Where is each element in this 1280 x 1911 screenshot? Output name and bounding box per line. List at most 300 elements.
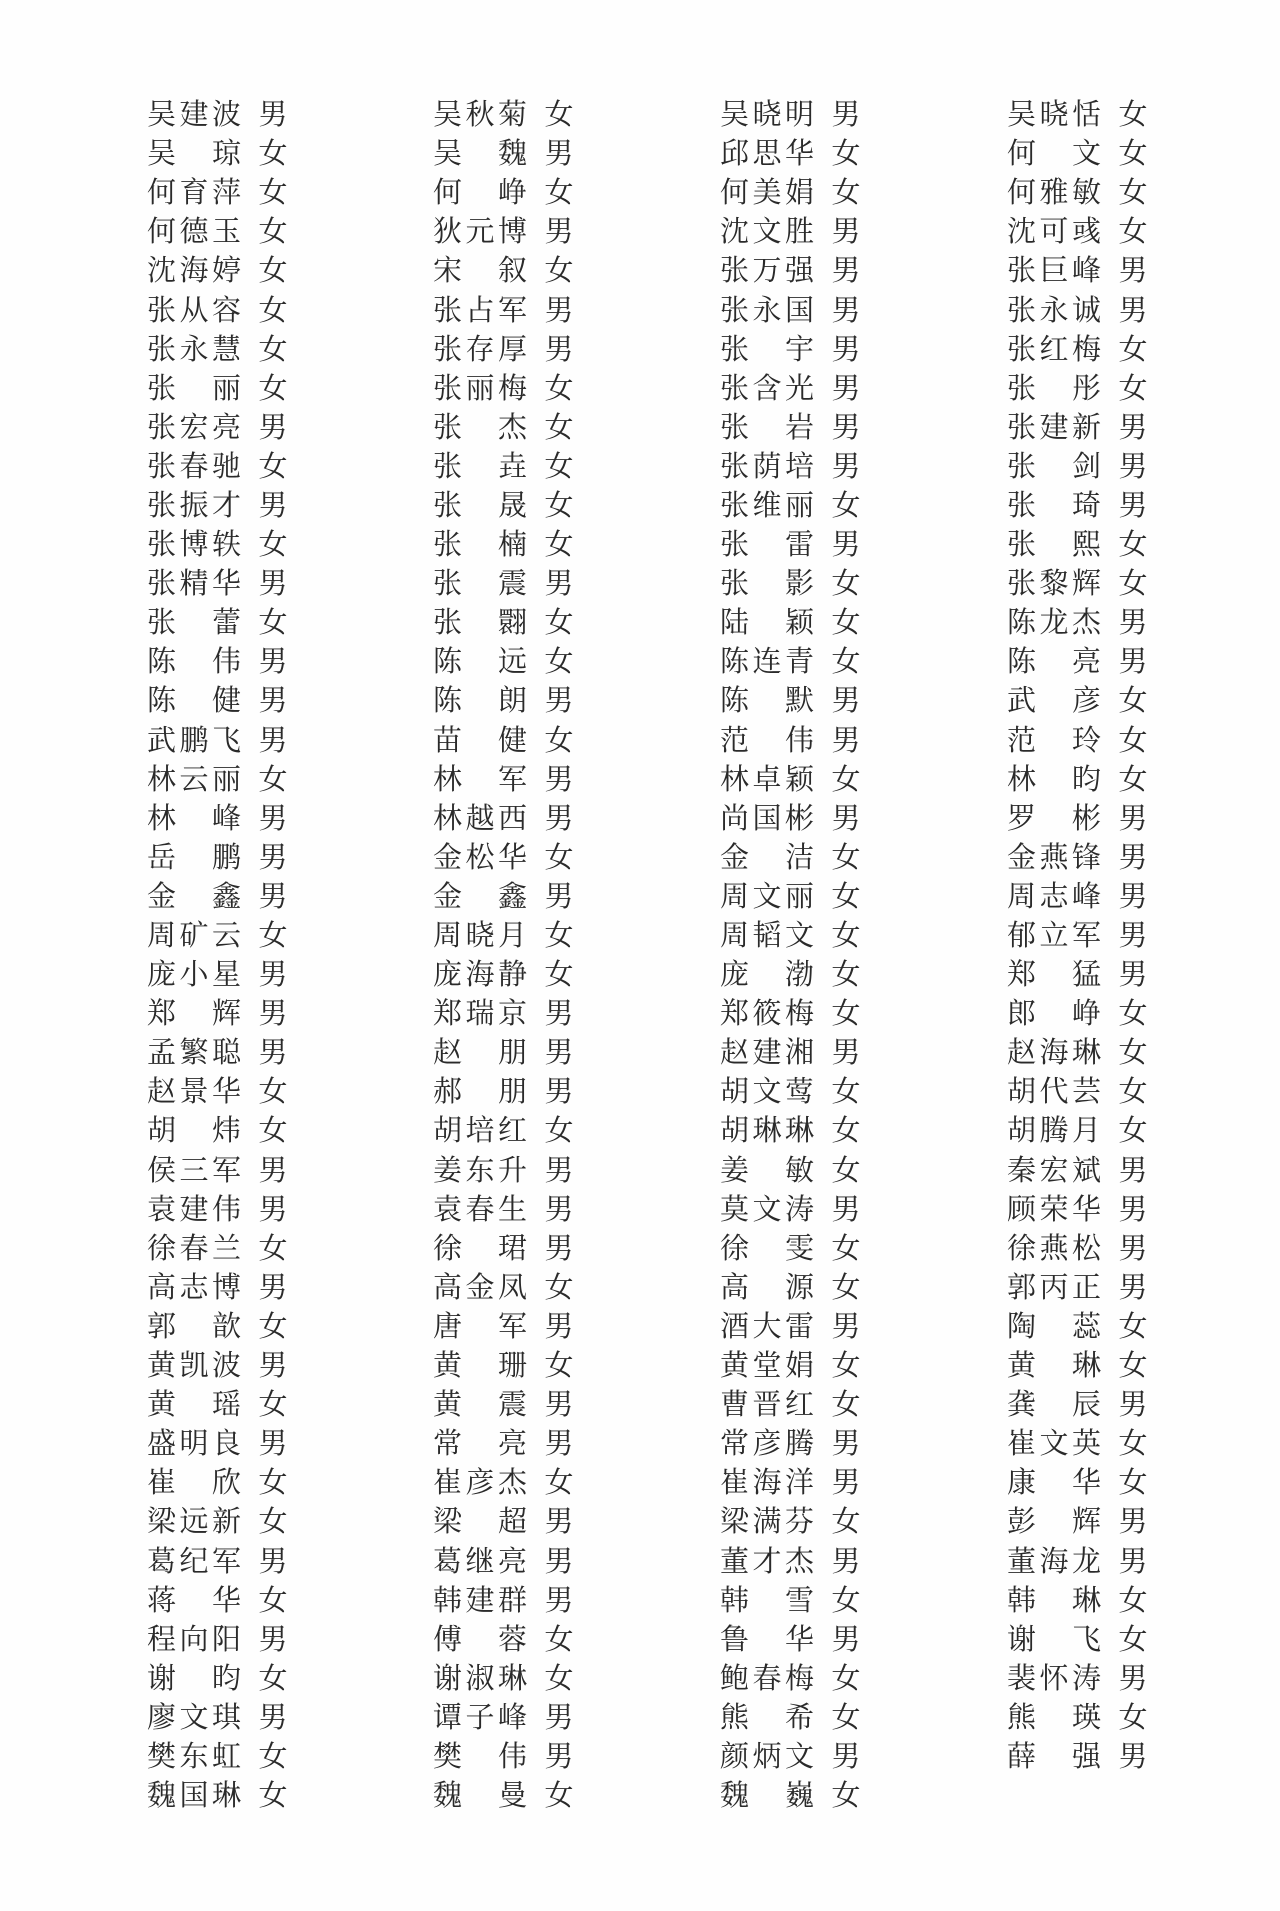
gender-label: 女 (1118, 1348, 1148, 1383)
name-gender-row (147, 251, 347, 290)
gender-label: 女 (1118, 566, 1148, 601)
gender-label: 女 (258, 1230, 288, 1265)
name-gender-row (1007, 95, 1207, 134)
name-gender-row (147, 1620, 347, 1659)
person-name: 程向阳 (147, 1621, 241, 1656)
person-name: 胡培红 (433, 1113, 527, 1148)
gender-label: 男 (1118, 1152, 1148, 1187)
person-name: 黄珊 (433, 1348, 527, 1383)
gender-label: 男 (831, 683, 861, 718)
gender-label: 男 (831, 253, 861, 288)
gender-label: 女 (1118, 761, 1148, 796)
name-gender-row (1007, 603, 1207, 642)
gender-label: 女 (544, 839, 574, 874)
gender-label: 女 (1118, 97, 1148, 132)
name-gender-row (720, 721, 920, 760)
gender-label: 女 (831, 566, 861, 601)
name-gender-row (433, 1346, 633, 1385)
name-gender-row (720, 916, 920, 955)
person-name: 颜炳文 (720, 1738, 814, 1773)
gender-label: 男 (831, 800, 861, 835)
name-gender-row (1007, 1307, 1207, 1346)
name-gender-row (1007, 681, 1207, 720)
gender-label: 女 (544, 175, 574, 210)
name-gender-row (147, 447, 347, 486)
person-name: 沈可彧 (1007, 214, 1101, 249)
name-gender-row (433, 1424, 633, 1463)
gender-label: 男 (831, 97, 861, 132)
gender-label: 男 (544, 1426, 574, 1461)
person-name: 黄震 (433, 1387, 527, 1422)
person-name: 曹晋红 (720, 1387, 814, 1422)
person-name: 郁立军 (1007, 918, 1101, 953)
name-gender-row (147, 642, 347, 681)
person-name: 郝朋 (433, 1074, 527, 1109)
gender-label: 女 (1118, 1699, 1148, 1734)
gender-label: 男 (544, 1738, 574, 1773)
name-gender-row (433, 799, 633, 838)
person-name: 秦宏斌 (1007, 1152, 1101, 1187)
person-name: 周志峰 (1007, 878, 1101, 913)
person-name: 周晓月 (433, 918, 527, 953)
gender-label: 女 (1118, 996, 1148, 1031)
gender-label: 男 (1118, 1660, 1148, 1695)
person-name: 张翾 (433, 605, 527, 640)
person-name: 吴琼 (147, 136, 241, 171)
person-name: 金洁 (720, 839, 814, 874)
name-gender-row (1007, 1698, 1207, 1737)
name-gender-row (1007, 1072, 1207, 1111)
gender-label: 女 (258, 761, 288, 796)
gender-label: 女 (831, 1387, 861, 1422)
name-gender-row (433, 330, 633, 369)
gender-label: 女 (1118, 331, 1148, 366)
gender-label: 女 (258, 253, 288, 288)
person-name: 尚国彬 (720, 800, 814, 835)
name-gender-row (720, 799, 920, 838)
person-name: 张博轶 (147, 527, 241, 562)
person-name: 徐雯 (720, 1230, 814, 1265)
name-gender-row (1007, 1424, 1207, 1463)
person-name: 庞小星 (147, 957, 241, 992)
name-gender-row (147, 1229, 347, 1268)
gender-label: 男 (544, 1387, 574, 1422)
person-name: 张永诚 (1007, 292, 1101, 327)
person-name: 酒大雷 (720, 1308, 814, 1343)
person-name: 高源 (720, 1269, 814, 1304)
gender-label: 男 (831, 1035, 861, 1070)
gender-label: 女 (258, 1778, 288, 1813)
gender-label: 男 (831, 722, 861, 757)
name-gender-row (147, 95, 347, 134)
name-gender-row (433, 212, 633, 251)
gender-label: 男 (544, 800, 574, 835)
gender-label: 女 (1118, 370, 1148, 405)
gender-label: 男 (831, 1308, 861, 1343)
person-name: 岳鹏 (147, 839, 241, 874)
name-gender-row (147, 1737, 347, 1776)
gender-label: 女 (544, 448, 574, 483)
person-name: 何雅敏 (1007, 175, 1101, 210)
person-name: 郑筱梅 (720, 996, 814, 1031)
gender-label: 女 (544, 605, 574, 640)
gender-label: 男 (544, 996, 574, 1031)
name-gender-row (433, 838, 633, 877)
gender-label: 女 (831, 918, 861, 953)
gender-label: 女 (258, 1113, 288, 1148)
name-column-1 (147, 95, 347, 1815)
gender-label: 女 (831, 175, 861, 210)
person-name: 莫文涛 (720, 1191, 814, 1226)
name-gender-row (720, 1698, 920, 1737)
gender-label: 男 (544, 214, 574, 249)
person-name: 盛明良 (147, 1426, 241, 1461)
person-name: 黄凯波 (147, 1348, 241, 1383)
person-name: 周文丽 (720, 878, 814, 913)
person-name: 赵朋 (433, 1035, 527, 1070)
person-name: 张万强 (720, 253, 814, 288)
name-gender-row (1007, 251, 1207, 290)
name-gender-row (433, 525, 633, 564)
name-gender-row (147, 877, 347, 916)
person-name: 韩琳 (1007, 1582, 1101, 1617)
name-gender-row (433, 1307, 633, 1346)
name-gender-row (433, 134, 633, 173)
name-gender-row (1007, 1385, 1207, 1424)
name-gender-row (1007, 290, 1207, 329)
name-gender-row (1007, 330, 1207, 369)
gender-label: 女 (544, 1113, 574, 1148)
name-gender-row (720, 290, 920, 329)
person-name: 赵建湘 (720, 1035, 814, 1070)
person-name: 孟繁聪 (147, 1035, 241, 1070)
name-gender-row (1007, 1151, 1207, 1190)
person-name: 常亮 (433, 1426, 527, 1461)
gender-label: 男 (258, 1035, 288, 1070)
gender-label: 男 (258, 1269, 288, 1304)
gender-label: 女 (1118, 722, 1148, 757)
name-gender-row (1007, 877, 1207, 916)
name-gender-row (433, 1463, 633, 1502)
person-name: 周韬文 (720, 918, 814, 953)
person-name: 张影 (720, 566, 814, 601)
name-gender-row (433, 1541, 633, 1580)
gender-label: 女 (831, 839, 861, 874)
person-name: 谭子峰 (433, 1699, 527, 1734)
gender-label: 男 (544, 136, 574, 171)
person-name: 樊伟 (433, 1738, 527, 1773)
gender-label: 女 (544, 957, 574, 992)
gender-label: 男 (258, 839, 288, 874)
name-gender-row (720, 1581, 920, 1620)
gender-label: 男 (1118, 253, 1148, 288)
gender-label: 男 (1118, 1738, 1148, 1773)
name-gender-row (433, 877, 633, 916)
name-gender-row (433, 681, 633, 720)
name-gender-row (433, 1502, 633, 1541)
person-name: 陆颖 (720, 605, 814, 640)
gender-label: 女 (258, 605, 288, 640)
person-name: 魏巍 (720, 1778, 814, 1813)
gender-label: 男 (258, 800, 288, 835)
person-name: 金鑫 (433, 878, 527, 913)
name-gender-row (720, 1424, 920, 1463)
person-name: 张占军 (433, 292, 527, 327)
gender-label: 女 (1118, 683, 1148, 718)
person-name: 周矿云 (147, 918, 241, 953)
person-name: 张巨峰 (1007, 253, 1101, 288)
person-name: 胡炜 (147, 1113, 241, 1148)
name-gender-row (720, 955, 920, 994)
name-gender-row (433, 1385, 633, 1424)
name-gender-row (720, 486, 920, 525)
name-gender-row (433, 1776, 633, 1815)
name-gender-row (147, 369, 347, 408)
gender-label: 女 (258, 292, 288, 327)
person-name: 胡腾月 (1007, 1113, 1101, 1148)
gender-label: 男 (258, 957, 288, 992)
gender-label: 男 (544, 1152, 574, 1187)
person-name: 韩建群 (433, 1582, 527, 1617)
name-gender-row (1007, 369, 1207, 408)
name-gender-row (433, 408, 633, 447)
gender-label: 女 (544, 97, 574, 132)
name-gender-row (1007, 916, 1207, 955)
name-gender-row (433, 721, 633, 760)
name-gender-row (1007, 134, 1207, 173)
gender-label: 男 (1118, 487, 1148, 522)
gender-label: 男 (1118, 1269, 1148, 1304)
person-name: 龚辰 (1007, 1387, 1101, 1422)
gender-label: 女 (258, 1738, 288, 1773)
person-name: 张琦 (1007, 487, 1101, 522)
name-gender-row (433, 251, 633, 290)
name-gender-row (433, 1581, 633, 1620)
gender-label: 男 (831, 527, 861, 562)
name-gender-row (147, 290, 347, 329)
gender-label: 男 (831, 370, 861, 405)
name-gender-row (147, 1463, 347, 1502)
gender-label: 女 (831, 996, 861, 1031)
person-name: 吴晓明 (720, 97, 814, 132)
gender-label: 男 (831, 1738, 861, 1773)
gender-label: 男 (258, 1621, 288, 1656)
name-gender-row (147, 1072, 347, 1111)
person-name: 张精华 (147, 566, 241, 601)
person-name: 魏曼 (433, 1778, 527, 1813)
person-name: 裴怀涛 (1007, 1660, 1101, 1695)
gender-label: 女 (258, 1308, 288, 1343)
gender-label: 男 (258, 1426, 288, 1461)
gender-label: 女 (1118, 527, 1148, 562)
person-name: 张含光 (720, 370, 814, 405)
gender-label: 女 (831, 878, 861, 913)
name-gender-row (433, 369, 633, 408)
gender-label: 男 (544, 1035, 574, 1070)
gender-label: 男 (1118, 918, 1148, 953)
name-gender-row (433, 290, 633, 329)
person-name: 郎峥 (1007, 996, 1101, 1031)
name-gender-row (1007, 994, 1207, 1033)
name-gender-row (720, 1541, 920, 1580)
gender-label: 女 (1118, 1621, 1148, 1656)
name-gender-row (720, 95, 920, 134)
name-gender-row (147, 916, 347, 955)
gender-label: 男 (258, 1699, 288, 1734)
gender-label: 男 (544, 1699, 574, 1734)
person-name: 彭辉 (1007, 1504, 1101, 1539)
person-name: 邱思华 (720, 136, 814, 171)
person-name: 谢淑琳 (433, 1660, 527, 1695)
gender-label: 女 (831, 761, 861, 796)
name-gender-row (147, 1698, 347, 1737)
name-gender-row (720, 1111, 920, 1150)
name-gender-row (147, 1424, 347, 1463)
name-gender-row (1007, 1620, 1207, 1659)
gender-label: 女 (258, 1387, 288, 1422)
gender-label: 女 (544, 487, 574, 522)
gender-label: 女 (258, 331, 288, 366)
gender-label: 女 (258, 1582, 288, 1617)
person-name: 徐珺 (433, 1230, 527, 1265)
name-gender-row (720, 877, 920, 916)
person-name: 张宇 (720, 331, 814, 366)
person-name: 张彤 (1007, 370, 1101, 405)
name-gender-row (147, 1776, 347, 1815)
name-gender-row (720, 1268, 920, 1307)
gender-label: 男 (831, 331, 861, 366)
person-name: 鲁华 (720, 1621, 814, 1656)
gender-label: 女 (831, 957, 861, 992)
person-name: 吴晓恬 (1007, 97, 1101, 132)
gender-label: 女 (544, 409, 574, 444)
name-gender-row (1007, 447, 1207, 486)
person-name: 宋叙 (433, 253, 527, 288)
name-gender-row (433, 1111, 633, 1150)
name-gender-row (720, 603, 920, 642)
name-gender-row (720, 1620, 920, 1659)
gender-label: 男 (258, 644, 288, 679)
name-gender-row (1007, 1033, 1207, 1072)
person-name: 张蕾 (147, 605, 241, 640)
gender-label: 男 (1118, 1543, 1148, 1578)
gender-label: 男 (258, 97, 288, 132)
gender-label: 男 (544, 683, 574, 718)
name-column-2 (433, 95, 633, 1815)
name-gender-row (720, 369, 920, 408)
gender-label: 男 (258, 1348, 288, 1383)
person-name: 郑猛 (1007, 957, 1101, 992)
person-name: 金松华 (433, 839, 527, 874)
name-gender-row (433, 95, 633, 134)
person-name: 金燕锋 (1007, 839, 1101, 874)
person-name: 姜敏 (720, 1152, 814, 1187)
person-name: 何育萍 (147, 175, 241, 210)
name-gender-row (147, 603, 347, 642)
gender-label: 女 (258, 527, 288, 562)
person-name: 葛继亮 (433, 1543, 527, 1578)
person-name: 金鑫 (147, 878, 241, 913)
gender-label: 男 (1118, 1191, 1148, 1226)
person-name: 吴建波 (147, 97, 241, 132)
gender-label: 女 (1118, 1035, 1148, 1070)
name-gender-row (147, 1268, 347, 1307)
gender-label: 女 (831, 1269, 861, 1304)
name-gender-row (1007, 721, 1207, 760)
person-name: 常彦腾 (720, 1426, 814, 1461)
person-name: 黄琳 (1007, 1348, 1101, 1383)
gender-label: 男 (544, 1230, 574, 1265)
name-column-3 (720, 95, 920, 1815)
gender-label: 男 (1118, 839, 1148, 874)
name-gender-row (1007, 1581, 1207, 1620)
name-gender-row (720, 134, 920, 173)
gender-label: 女 (544, 1621, 574, 1656)
gender-label: 女 (1118, 136, 1148, 171)
name-gender-row (1007, 486, 1207, 525)
person-name: 唐军 (433, 1308, 527, 1343)
person-name: 郑瑞京 (433, 996, 527, 1031)
person-name: 谢飞 (1007, 1621, 1101, 1656)
name-gender-row (147, 994, 347, 1033)
gender-label: 女 (1118, 1074, 1148, 1109)
gender-label: 男 (258, 1191, 288, 1226)
name-gender-row (720, 1502, 920, 1541)
gender-label: 女 (1118, 1113, 1148, 1148)
gender-label: 男 (258, 722, 288, 757)
gender-label: 女 (831, 1230, 861, 1265)
person-name: 崔文英 (1007, 1426, 1101, 1461)
gender-label: 女 (1118, 1465, 1148, 1500)
person-name: 薛强 (1007, 1738, 1101, 1773)
name-gender-row (147, 1346, 347, 1385)
person-name: 张楠 (433, 527, 527, 562)
name-gender-row (433, 447, 633, 486)
gender-label: 女 (831, 136, 861, 171)
name-gender-row (147, 799, 347, 838)
gender-label: 男 (544, 1191, 574, 1226)
person-name: 张存厚 (433, 331, 527, 366)
person-name: 林昀 (1007, 761, 1101, 796)
gender-label: 男 (831, 1191, 861, 1226)
name-gender-row (147, 1659, 347, 1698)
gender-label: 男 (1118, 1504, 1148, 1539)
name-gender-row (147, 1385, 347, 1424)
person-name: 张丽梅 (433, 370, 527, 405)
name-gender-row (1007, 1463, 1207, 1502)
gender-label: 男 (544, 1074, 574, 1109)
name-gender-row (720, 1307, 920, 1346)
name-gender-row (720, 1229, 920, 1268)
gender-label: 男 (258, 878, 288, 913)
person-name: 庞渤 (720, 957, 814, 992)
name-gender-row (147, 760, 347, 799)
name-gender-row (1007, 955, 1207, 994)
person-name: 葛纪军 (147, 1543, 241, 1578)
gender-label: 女 (831, 487, 861, 522)
person-name: 林越西 (433, 800, 527, 835)
gender-label: 女 (544, 918, 574, 953)
name-gender-row (720, 1190, 920, 1229)
person-name: 何德玉 (147, 214, 241, 249)
gender-label: 男 (831, 1465, 861, 1500)
name-gender-row (720, 1072, 920, 1111)
name-gender-row (433, 1659, 633, 1698)
person-name: 顾荣华 (1007, 1191, 1101, 1226)
name-gender-row (147, 955, 347, 994)
person-name: 沈海婷 (147, 253, 241, 288)
person-name: 熊瑛 (1007, 1699, 1101, 1734)
